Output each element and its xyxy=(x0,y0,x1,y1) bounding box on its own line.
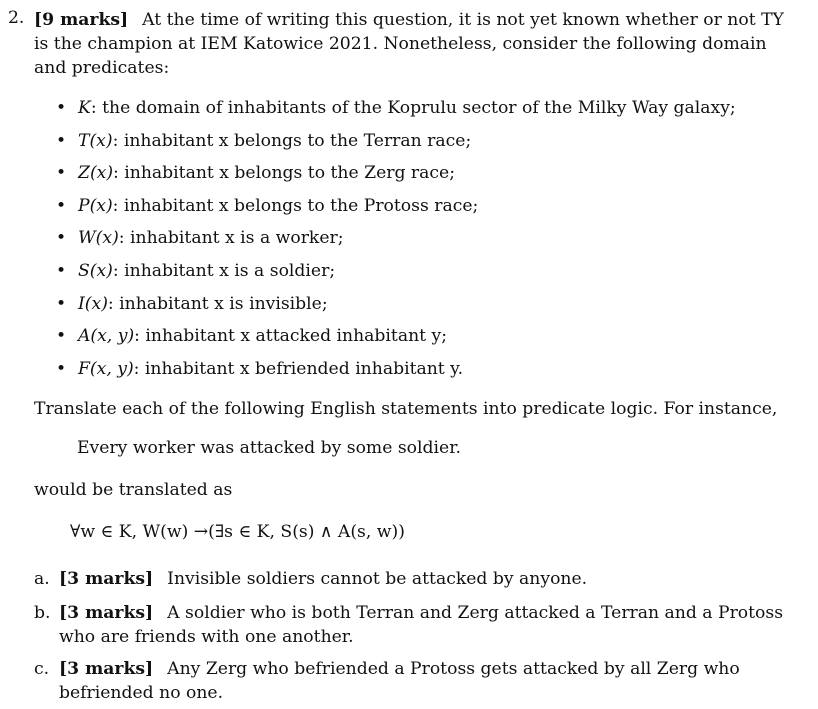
predicate-symbol: T(x) xyxy=(78,130,113,151)
part-text: A soldier who is both Terran and Zerg attacked a Terran and a Protoss who are friends with one another. xyxy=(59,603,784,647)
predicate-symbol: P(x) xyxy=(78,195,113,216)
predicate-symbol: Z(x) xyxy=(78,163,114,184)
predicate-desc: : inhabitant x is invisible; xyxy=(107,293,328,314)
intro-text: At the time of writing this question, it is not yet known whether or not TY is the champion at IEM Katowice 2021. Nonetheless, consider the following domain and predicates: xyxy=(34,10,784,78)
example-formula: ∀w ∈ K, W(w) →(∃s ∈ K, S(s) ∧ A(s, w)) xyxy=(70,522,405,542)
predicate-item xyxy=(56,194,736,227)
predicate-symbol: S(x) xyxy=(78,260,113,281)
bullet-icon: • xyxy=(56,293,67,314)
part-c xyxy=(34,657,799,705)
predicate-item xyxy=(56,226,736,259)
part-label: b. xyxy=(34,603,51,623)
bullet-icon: • xyxy=(56,98,67,118)
part-label: a. xyxy=(34,569,50,589)
part-text: Invisible soldiers cannot be attacked by anyone. xyxy=(167,569,588,589)
part-marks: [3 marks] xyxy=(59,603,154,623)
bullet-icon: • xyxy=(56,163,67,184)
predicate-desc: : inhabitant x is a worker; xyxy=(118,228,344,249)
predicate-symbol: I(x) xyxy=(78,293,108,314)
question-intro xyxy=(34,8,799,80)
predicate-symbol: W(x) xyxy=(78,228,119,249)
predicate-item xyxy=(56,161,736,194)
predicate-item xyxy=(56,357,736,390)
translated-as-text: would be translated as xyxy=(34,480,233,500)
bullet-icon: • xyxy=(56,358,67,379)
part-a xyxy=(34,567,799,591)
part-marks: [3 marks] xyxy=(59,569,154,589)
part-marks: [3 marks] xyxy=(59,659,154,679)
predicate-item xyxy=(56,259,736,292)
predicate-symbol: K xyxy=(78,98,91,118)
predicate-item xyxy=(56,324,736,357)
bullet-icon: • xyxy=(56,195,67,216)
predicate-list xyxy=(56,96,736,389)
question-number: 2. xyxy=(8,8,25,28)
predicate-item xyxy=(56,129,736,162)
predicate-symbol: A(x, y) xyxy=(78,326,135,347)
question-marks: [9 marks] xyxy=(34,10,129,30)
predicate-desc: : inhabitant x belongs to the Protoss race; xyxy=(112,195,479,216)
bullet-icon: • xyxy=(56,260,67,281)
translate-instruction: Translate each of the following English statements into predicate logic. For instance, xyxy=(34,399,778,419)
predicate-desc: : inhabitant x befriended inhabitant y. xyxy=(133,358,464,379)
predicate-desc: : the domain of inhabitants of the Koprulu sector of the Milky Way galaxy; xyxy=(90,98,736,118)
part-b xyxy=(34,601,799,649)
bullet-icon: • xyxy=(56,326,67,347)
part-text: Any Zerg who befriended a Protoss gets attacked by all Zerg who befriended no one. xyxy=(59,659,740,703)
predicate-item xyxy=(56,292,736,325)
predicate-item xyxy=(56,96,736,129)
example-statement: Every worker was attacked by some soldier. xyxy=(77,438,461,458)
predicate-desc: : inhabitant x belongs to the Zerg race; xyxy=(113,163,455,184)
predicate-symbol: F(x, y) xyxy=(78,358,134,379)
part-label: c. xyxy=(34,659,50,679)
predicate-desc: : inhabitant x belongs to the Terran race; xyxy=(112,130,472,151)
bullet-icon: • xyxy=(56,130,67,151)
bullet-icon: • xyxy=(56,228,67,249)
predicate-desc: : inhabitant x is a soldier; xyxy=(112,260,336,281)
predicate-desc: : inhabitant x attacked inhabitant y; xyxy=(134,326,448,347)
